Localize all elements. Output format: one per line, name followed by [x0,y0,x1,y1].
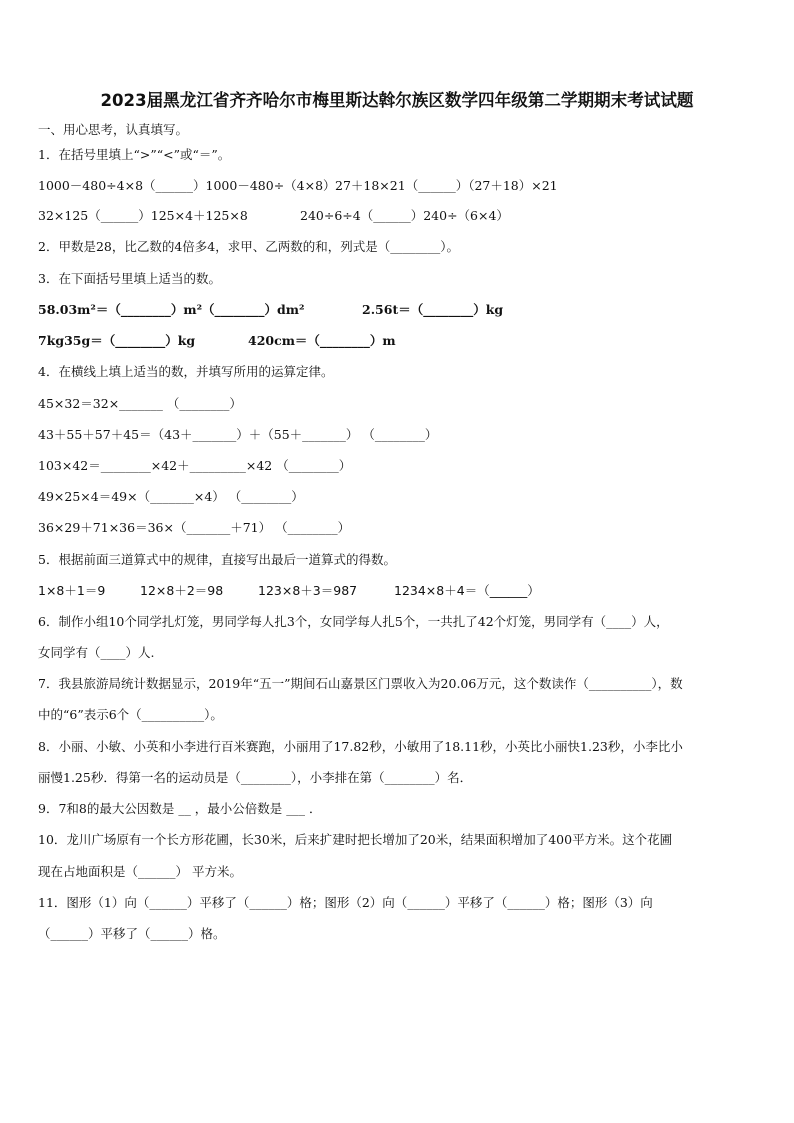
q10-line2: 现在占地面积是（______） 平方米。 [38,864,242,879]
q8-line1: 8．小丽、小敏、小英和小李进行百米赛跑，小丽用了17.82秒，小敏用了18.11秒，小英比小丽快1.23秒，小李比小 [38,739,683,754]
q3-row1-b: 2.56t＝（________）kg [362,302,504,317]
q4-row4: 49×25×4＝49×（_______×4） （________） [38,489,304,504]
q4-row3: 103×42＝________×42＋_________×42 （________） [38,458,352,473]
q3-row1-a: 58.03m²＝（________）m²（________）dm² [38,302,305,317]
q5-stem: 5．根据前面三道算式中的规律，直接写出最后一道算式的得数。 [38,552,396,567]
q3-row2-b: 420cm＝（________）m [248,333,396,348]
q5-eq1: 1×8＋1＝9 [38,583,106,598]
q6-line1: 6．制作小组10个同学扎灯笼，男同学每人扎3个，女同学每人扎5个，一共扎了42个灯笼，男同学有（____）人， [38,614,669,629]
q4-row5: 36×29＋71×36＝36×（_______＋71） （________） [38,520,351,535]
q11-line2: （______）平移了（______）格。 [38,926,226,941]
q1-stem: 1．在括号里填上“>”“<”或“＝”。 [38,147,231,162]
q7-line1: 7．我县旅游局统计数据显示，2019年“五一”期间石山嘉景区门票收入为20.06万元，这个数读作（__________），数 [38,676,683,691]
q1-row2-a: 32×125（______）125×4＋125×8 [38,208,248,223]
q4-row1: 45×32＝32×_______ （________） [38,396,242,411]
q11-line1: 11．图形（1）向（______）平移了（______）格；图形（2）向（______）平移了（______）格；图形（3）向 [38,895,653,910]
q4-row2: 43＋55＋57＋45＝（43＋_______）＋（55＋_______） （________） [38,427,438,442]
q5-eq4: 1234×8＋4＝（______） [394,583,540,598]
section-heading: 一、用心思考，认真填写。 [38,122,189,137]
q7-line2: 中的“6”表示6个（__________）。 [38,707,223,722]
q8-line2: 丽慢1.25秒．得第一名的运动员是（________），小李排在第（________）名． [38,770,473,785]
q6-line2: 女同学有（____）人. [38,645,155,660]
q4-stem: 4．在横线上填上适当的数，并填写所用的运算定律。 [38,364,334,379]
q9-stem: 9．7和8的最大公因数是 __ ，最小公倍数是 ___ ． [38,801,322,816]
q2-stem: 2．甲数是28，比乙数的4倍多4，求甲、乙两数的和，列式是（________）。 [38,239,460,254]
q5-eq2: 12×8＋2＝98 [140,583,224,598]
q3-row2-a: 7kg35g＝（________）kg [38,333,196,348]
q3-stem: 3．在下面括号里填上适当的数。 [38,271,221,286]
q1-row1-b: 27＋18×21（______）（27＋18）×21 [335,178,558,193]
page-title: 2023届黑龙江省齐齐哈尔市梅里斯达斡尔族区数学四年级第二学期期末考试试题 [100,91,694,111]
q10-line1: 10．龙川广场原有一个长方形花圃，长30米，后来扩建时把长增加了20米，结果面积增加了400平方米。这个花圃 [38,832,673,847]
q1-row1-a: 1000－480÷4×8（______）1000－480÷（4×8） [38,178,336,193]
q1-row2-b: 240÷6÷4（______）240÷（6×4） [300,208,509,223]
q5-eq3: 123×8＋3＝987 [258,583,358,598]
